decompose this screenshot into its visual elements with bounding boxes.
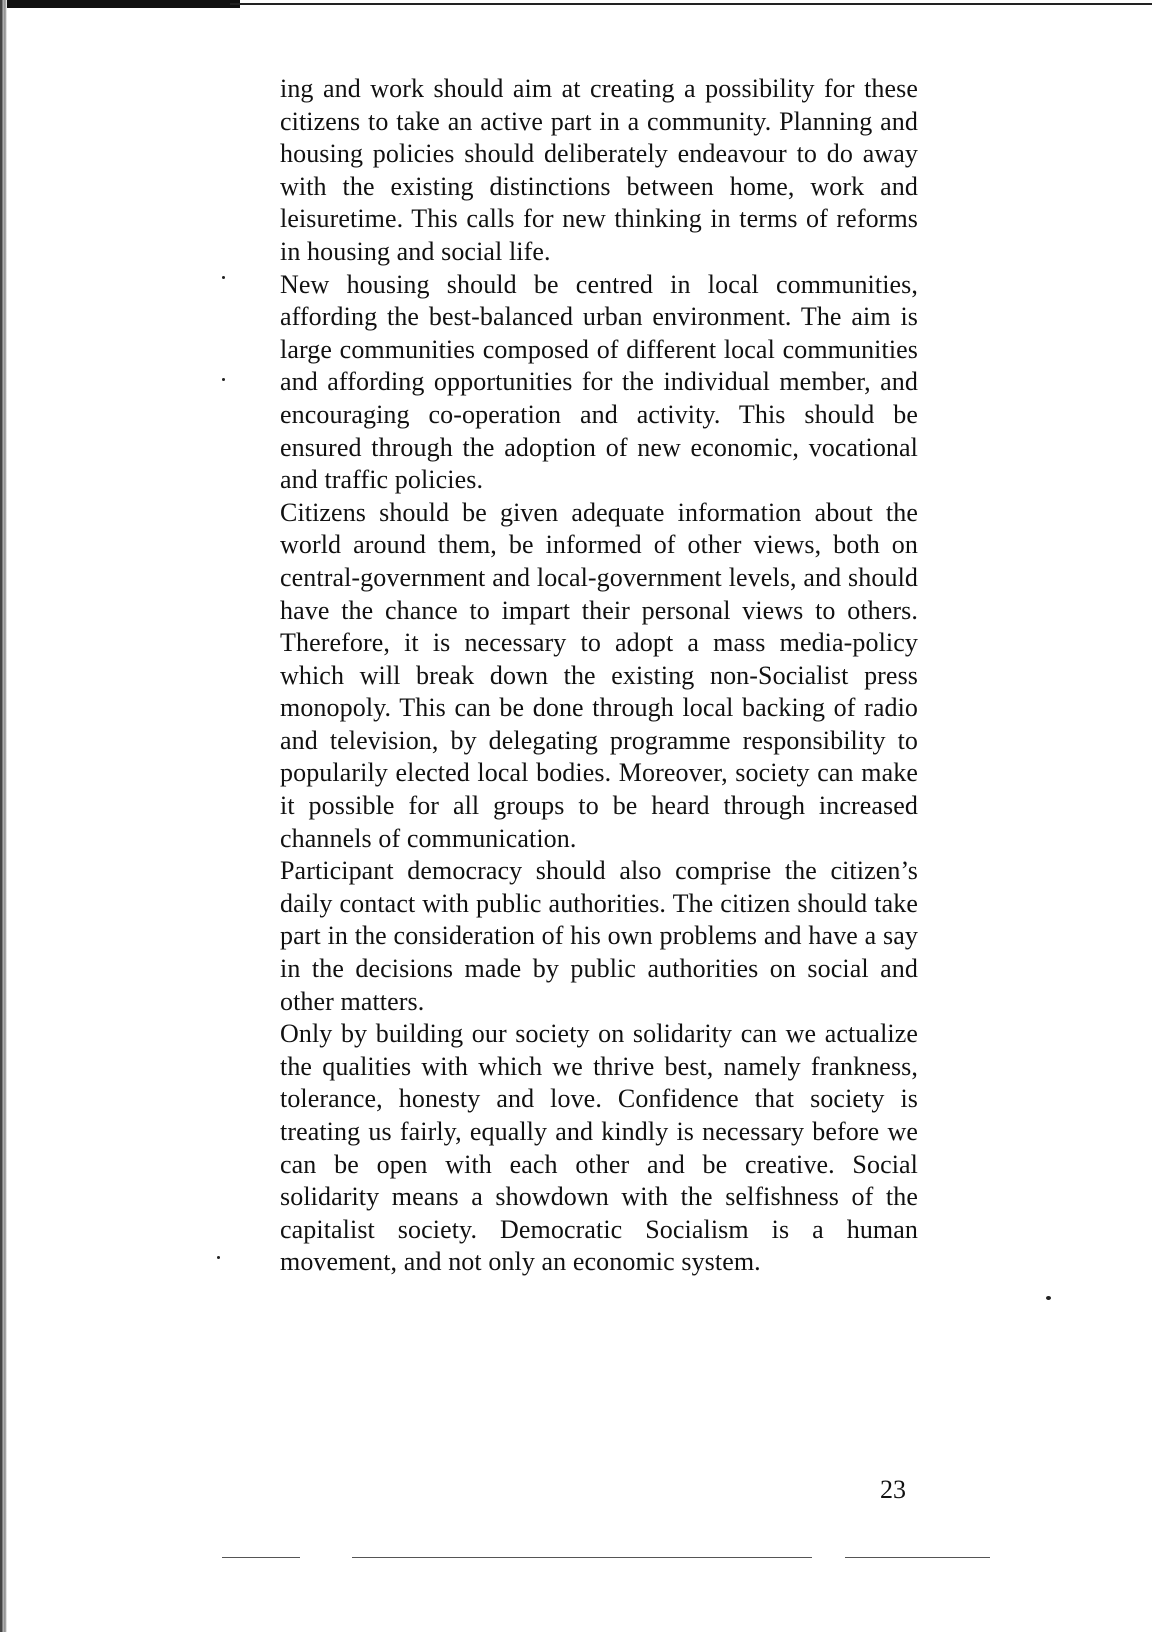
page-number: 23 [880, 1475, 906, 1504]
scan-speck [222, 276, 225, 279]
paragraph: Only by building our society on solidarity can we actualize the qualities with which we thrive best, namely frankness, tolerance, honesty and love. Confidence that society is treating us fairly, equally and kindly is necessary before we can be open with each other and be creative. Social solidarity means a showdown with the selfishness of the capitalist society. Democratic Socialism is a human movement, and not only an economic system. [280, 1019, 918, 1277]
paragraph: Citizens should be given adequate information about the world around them, be informed of other views, both on central-government and local-government levels, and should have the chance to impart their personal views to others. Therefore, it is necessary to adopt a mass media-policy which will break down the existing non-Socialist press monopoly. This can be done through local backing of radio and television, by delegating programme responsibility to popularily elected local bodies. Moreover, society can make it possible for all groups to be heard through increased channels of communication. [280, 497, 918, 853]
paragraph: New housing should be centred in local communities, affording the best-balanced urban environment. The aim is large communities composed of different local communities and affording opportunities for the individual member, and encouraging co-operation and activity. This should be ensured through the adoption of new economic, vocational and traffic policies. [280, 269, 918, 495]
scan-border-top-line [230, 3, 1152, 5]
scan-speck [1046, 1296, 1051, 1300]
scan-border-left [0, 0, 7, 1632]
scan-border-top [0, 0, 240, 8]
paragraph: Participant democracy should also comprise the citizen’s daily contact with public authorities. The citizen should take part in the consideration of his own problems and have a say in the decisions made by public authorities on social and other matters. [280, 856, 918, 1016]
bottom-rule-segment [352, 1557, 812, 1558]
bottom-rule-segment [845, 1557, 990, 1558]
body-text [280, 73, 918, 1279]
bottom-rule-segment [222, 1557, 300, 1558]
scan-speck [222, 378, 225, 381]
scan-speck [217, 1256, 220, 1259]
paragraph: ing and work should aim at creating a possibility for these citizens to take an active part in a community. Planning and housing policies should deliberately endeavour to do away with the existing distinctions between home, work and leisuretime. This calls for new thinking in terms of reforms in housing and social life. [280, 74, 918, 266]
